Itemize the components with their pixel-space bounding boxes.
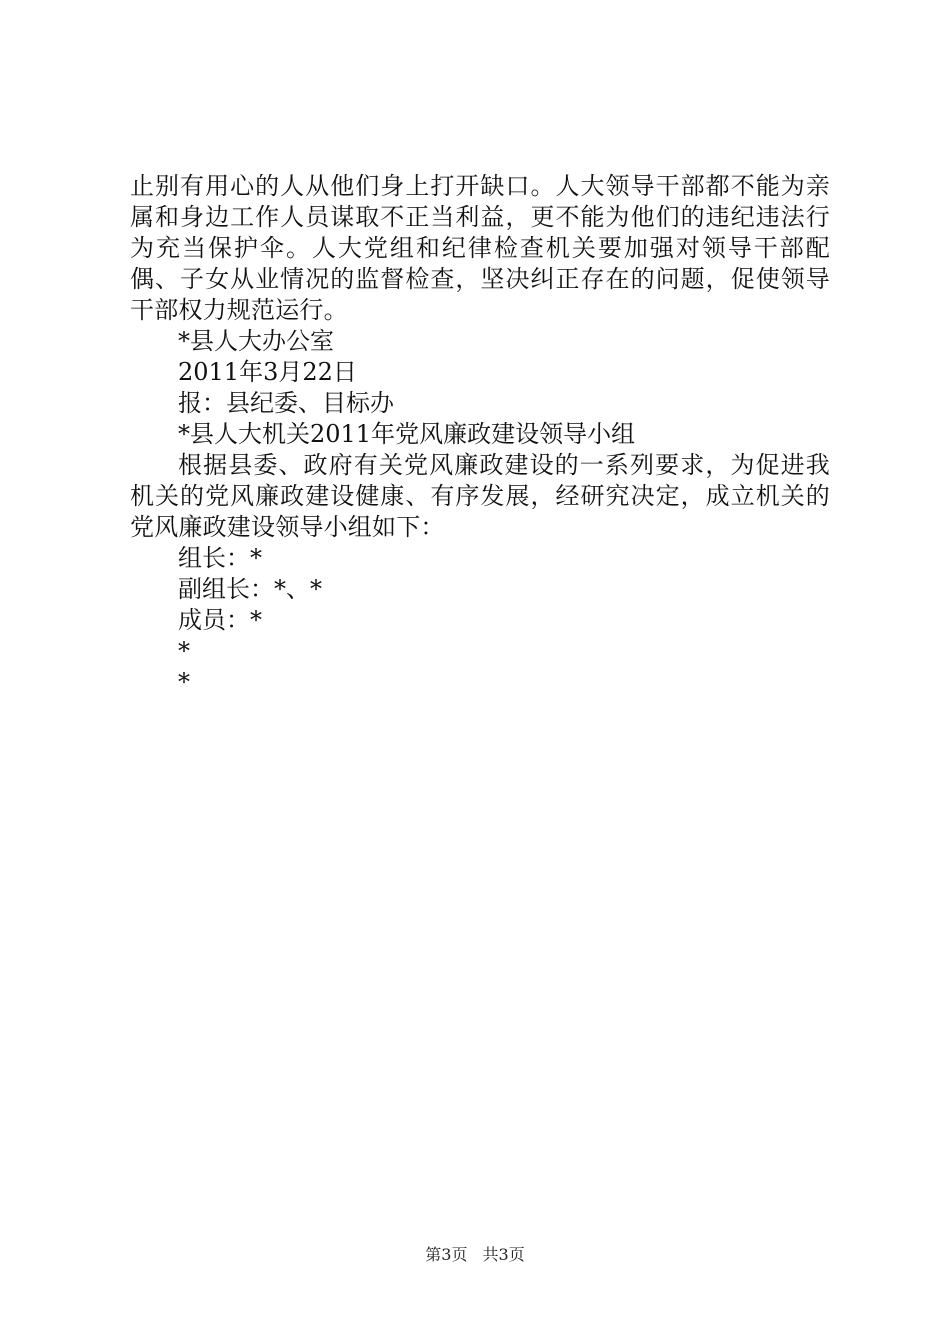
body-paragraph-2: 根据县委、政府有关党风廉政建设的一系列要求，为促进我机关的党风廉政建设健康、有序发展，经研究决定，成立机关的党风廉政建设领导小组如下： bbox=[130, 451, 830, 541]
page-number-total: 共3页 bbox=[482, 1245, 525, 1264]
member-line: * bbox=[178, 637, 190, 665]
page-footer bbox=[0, 1244, 950, 1266]
body-paragraph-1: 止别有用心的人从他们身上打开缺口。人大领导干部都不能为亲属和身边工作人员谋取不正当利益，更不能为他们的违纪违法行为充当保护伞。人大党组和纪律检查机关要加强对领导干部配偶、子女从业情况的监督检查，坚决纠正存在的问题，促使领导干部权力规范运行。 bbox=[130, 172, 830, 324]
member-line: * bbox=[178, 668, 190, 696]
notice-title: *县人大机关2011年党风廉政建设领导小组 bbox=[178, 420, 636, 448]
signature-organization: *县人大办公室 bbox=[178, 327, 334, 355]
signature-date: 2011年3月22日 bbox=[178, 358, 357, 386]
members-line: 成员：* bbox=[178, 606, 262, 634]
document-body bbox=[130, 171, 830, 698]
page-number-current: 第3页 bbox=[425, 1245, 468, 1264]
report-recipients: 报：县纪委、目标办 bbox=[178, 389, 394, 417]
deputy-leader-line: 副组长：*、* bbox=[178, 575, 322, 603]
group-leader-line: 组长：* bbox=[178, 544, 262, 572]
